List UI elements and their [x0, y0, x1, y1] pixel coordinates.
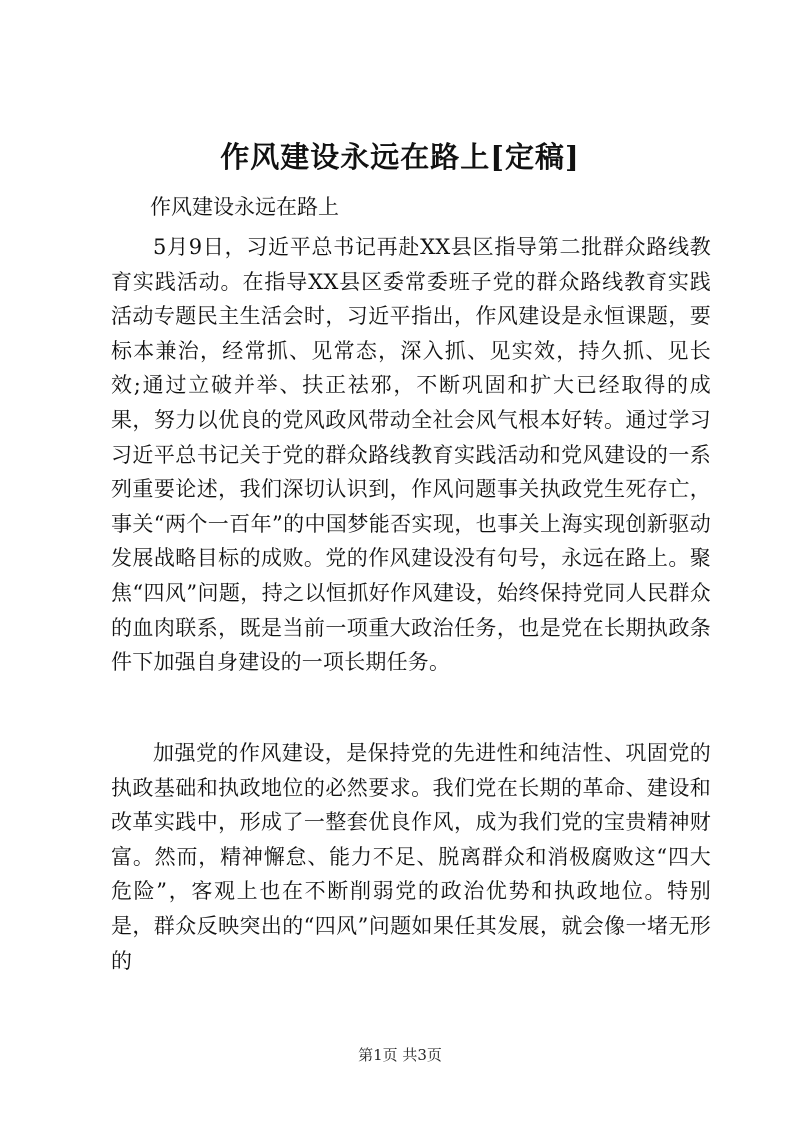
- document-title: 作风建设永远在路上[定稿]: [220, 140, 580, 174]
- page-footer: 第1页 共3页: [358, 1046, 442, 1064]
- body-paragraph-2: 加强党的作风建设，是保持党的先进性和纯洁性、巩固党的执政基础和执政地位的必然要求。我们党在长期的革命、建设和改革实践中，形成了一整套优良作风，成为我们党的宝贵精神财富。然而，精神懈怠、能力不足、脱离群众和消极腐败这“四大危险”，客观上也在不断削弱党的政治优势和执政地位。特别是，群众反映突出的“四风”问题如果任其发展，就会像一堵无形的: [111, 741, 711, 973]
- document-subtitle: 作风建设永远在路上: [150, 195, 339, 219]
- body-paragraph-1: 5月9日，习近平总书记再赴XX县区指导第二批群众路线教育实践活动。在指导XX县区委常委班子党的群众路线教育实践活动专题民主生活会时，习近平指出，作风建设是永恒课题，要标本兼治，经常抓、见常态，深入抓、见实效，持久抓、见长效;通过立破并举、扶正祛邪，不断巩固和扩大已经取得的成果，努力以优良的党风政风带动全社会风气根本好转。通过学习习近平总书记关于党的群众路线教育实践活动和党风建设的一系列重要论述，我们深切认识到，作风问题事关执政党生死存亡，事关“两个一百年”的中国梦能否实现，也事关上海实现创新驱动发展战略目标的成败。党的作风建设没有句号，永远在路上。聚焦“四风”问题，持之以恒抓好作风建设，始终保持党同人民群众的血肉联系，既是当前一项重大政治任务，也是党在长期执政条件下加强自身建设的一项长期任务。: [111, 235, 711, 675]
